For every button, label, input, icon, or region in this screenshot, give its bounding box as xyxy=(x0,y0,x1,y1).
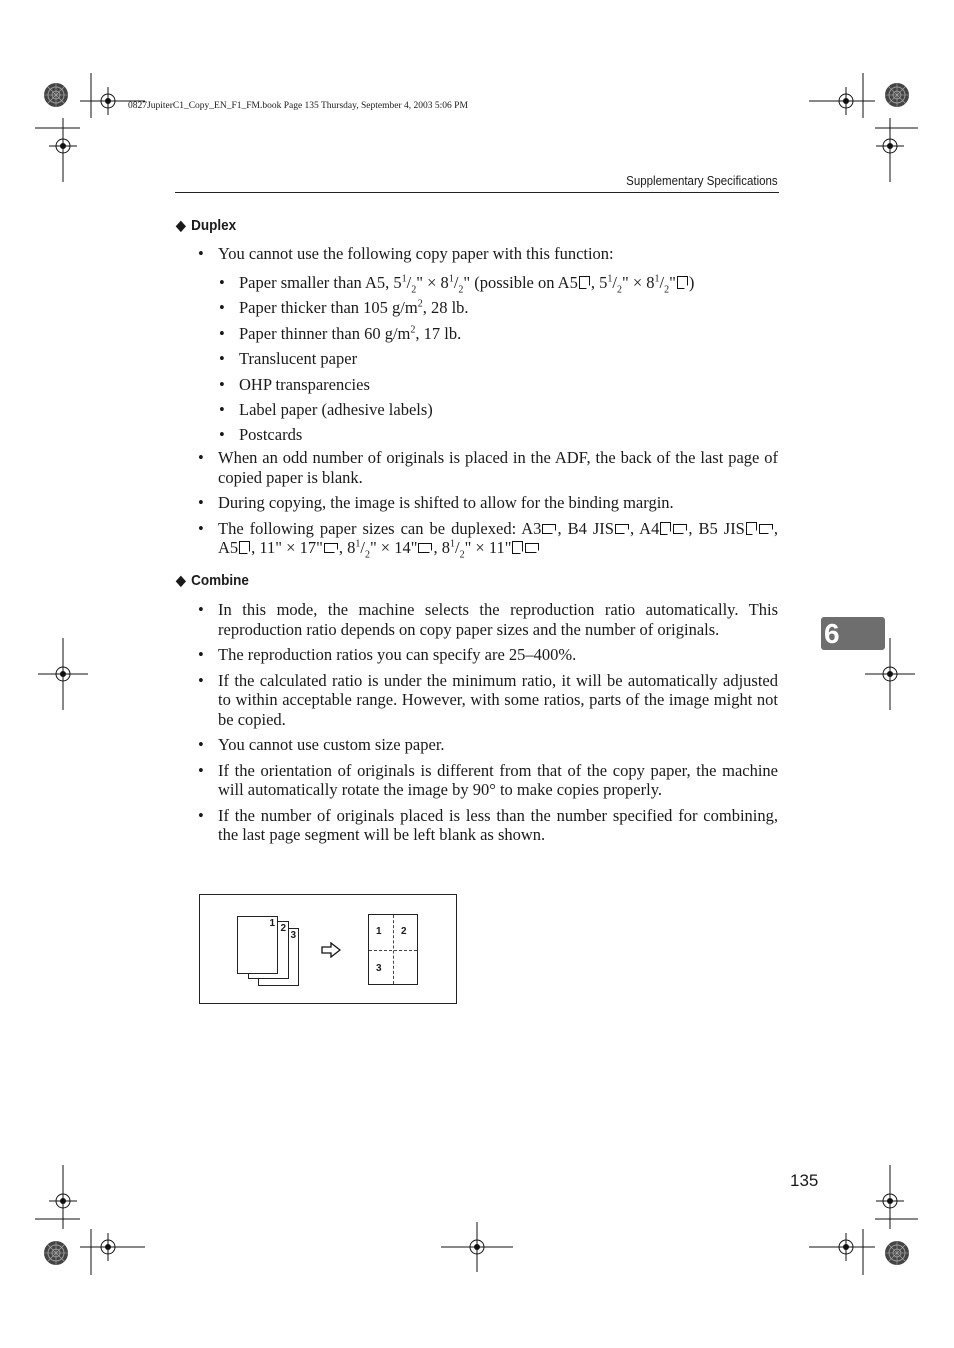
file-meta: 0827JupiterC1_Copy_EN_F1_FM.book Page 135 Thursday, September 4, 2003 5:06 PM xyxy=(128,101,468,111)
duplex-sublist xyxy=(239,270,784,448)
paper-landscape-icon xyxy=(759,524,773,534)
list-item: • Postcards xyxy=(239,422,784,447)
list-item: • Label paper (adhesive labels) xyxy=(239,397,784,422)
paper-landscape-icon xyxy=(525,543,539,553)
paper-portrait-icon xyxy=(239,541,250,554)
duplex-list-2 xyxy=(218,448,778,561)
list-item: • In this mode, the machine selects the reproduction ratio automatically. This reproduction ratio depends on copy paper sizes and the number of originals. xyxy=(218,600,778,639)
list-item: • You cannot use custom size paper. xyxy=(218,735,778,755)
color-target-icon xyxy=(44,1241,68,1265)
list-item: • When an odd number of originals is placed in the ADF, the back of the last page of copied paper is blank. xyxy=(218,448,778,487)
section-heading-combine xyxy=(176,572,249,589)
combine-list xyxy=(218,600,778,845)
header-title: Supplementary Specifications xyxy=(626,174,778,188)
diamond-icon: ◆ xyxy=(176,572,186,588)
heading-text: Duplex xyxy=(191,217,237,234)
header-rule xyxy=(175,192,779,193)
list-item: • During copying, the image is shifted to allow for the binding margin. xyxy=(218,493,778,513)
combined-copy: 1 2 3 xyxy=(368,914,418,985)
list-item: • If the orientation of originals is different from that of the copy paper, the machine will automatically rotate the image by 90° to make copies properly. xyxy=(218,761,778,800)
list-item: • You cannot use the following copy paper with this function: xyxy=(218,244,778,264)
paper-landscape-icon xyxy=(542,524,556,534)
list-item: • Translucent paper xyxy=(239,346,784,371)
paper-landscape-icon xyxy=(673,524,687,534)
paper-landscape-icon xyxy=(615,524,629,534)
color-target-icon xyxy=(885,83,909,107)
list-item: • Paper smaller than A5, $5^1/_2$" × $8^1/_2$" (possible on A5 , $5^1/_2$" × $8^1/_2$" ) xyxy=(239,270,784,295)
paper-portrait-icon xyxy=(660,522,671,535)
color-target-icon xyxy=(885,1241,909,1265)
page-number: 135 xyxy=(790,1171,819,1190)
list-item: • Paper thinner than 60 $g/m^2$, 17 lb. xyxy=(239,321,784,346)
arrow-right-icon xyxy=(321,942,341,958)
paper-landscape-icon xyxy=(324,543,338,553)
list-item: • The following paper sizes can be duplexed: A3 , B4 JIS , A4 , B5 JIS , A5 , 11" × 17" , $8^1/_2$" × 14" , $8^1/_2$" × 11" xyxy=(218,519,778,558)
original-sheet: 1 xyxy=(237,916,278,974)
list-item: • OHP transparencies xyxy=(239,372,784,397)
paper-landscape-icon xyxy=(418,543,432,553)
paper-portrait-icon xyxy=(746,522,757,535)
heading-text: Combine xyxy=(191,572,249,589)
combine-figure xyxy=(199,894,457,1004)
paper-portrait-icon xyxy=(677,276,688,289)
chapter-tab: 6 xyxy=(821,617,885,650)
original-sheet: 2 xyxy=(248,921,289,979)
list-item: • The reproduction ratios you can specify are 25–400%. xyxy=(218,645,778,665)
list-item: • If the number of originals placed is less than the number specified for combining, the last page segment will be left blank as shown. xyxy=(218,806,778,845)
original-sheet: 3 xyxy=(258,928,299,986)
list-item: • Paper thicker than 105 $g/m^2$, 28 lb. xyxy=(239,295,784,320)
list-item: • If the calculated ratio is under the minimum ratio, it will be automatically adjusted to within acceptable range. However, with some ratios, parts of the image might not be copied. xyxy=(218,671,778,730)
section-heading-duplex xyxy=(176,217,236,234)
paper-portrait-icon xyxy=(579,276,590,289)
duplex-list xyxy=(218,244,778,264)
color-target-icon xyxy=(44,83,68,107)
diamond-icon: ◆ xyxy=(176,217,186,233)
paper-portrait-icon xyxy=(512,541,523,554)
